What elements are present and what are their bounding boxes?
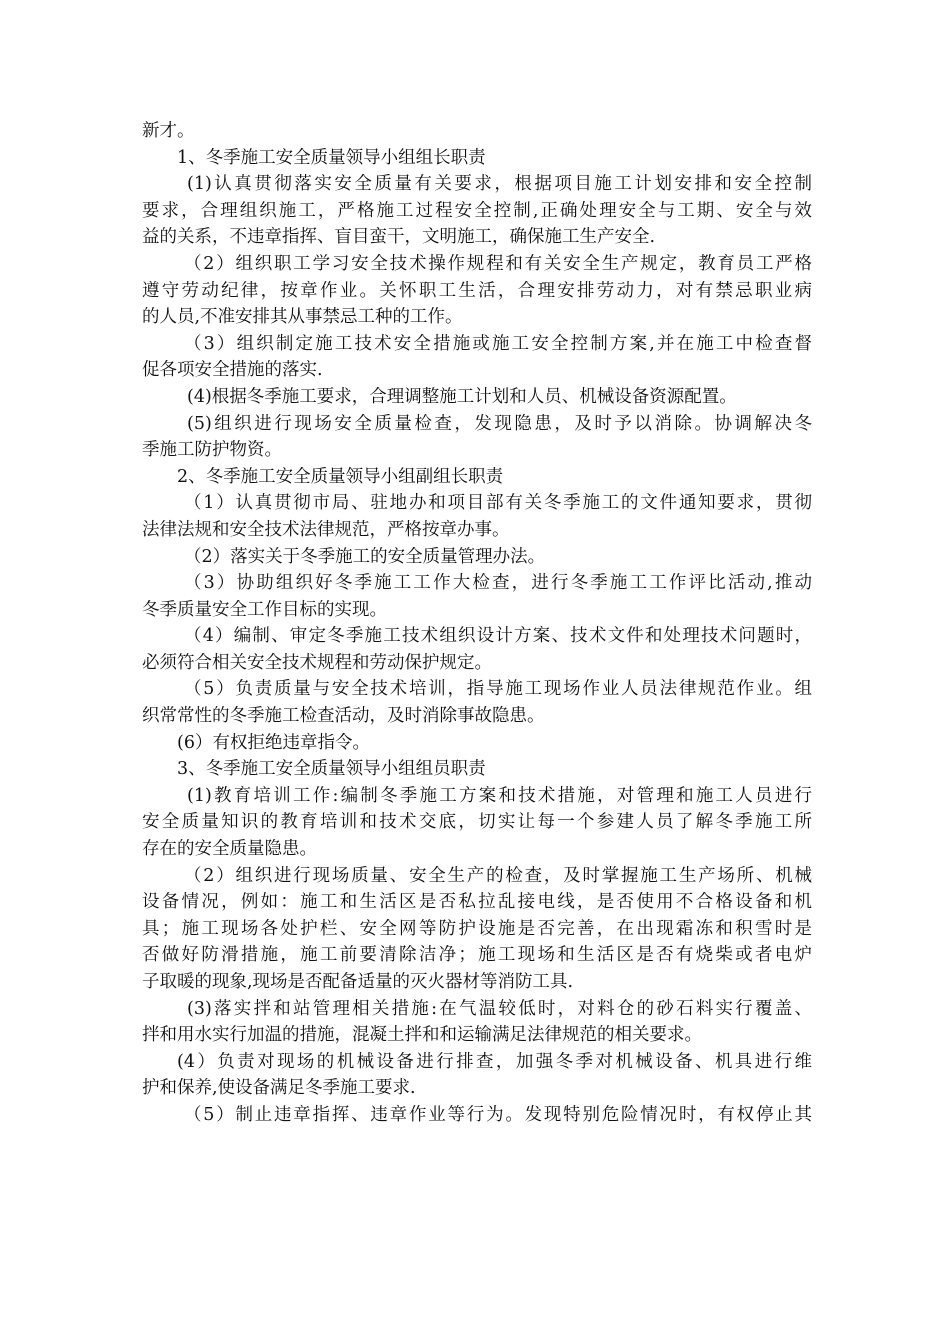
text-line: 否做好防滑措施，施工前要清除洁净；施工现场和生活区是否有烧柴或者电炉: [142, 945, 812, 966]
text-line: （1）认真贯彻市局、驻地办和项目部有关冬季施工的文件通知要求，贯彻: [184, 493, 812, 514]
text-line: 织常常性的冬季施工检查活动，及时消除事故隐患。: [142, 706, 545, 727]
text-line: 的人员,不准安排其从事禁忌工种的工作。: [142, 307, 463, 328]
body-text: [142, 118, 812, 1129]
text-line: （2）组织职工学习安全技术操作规程和有关安全生产规定，教育员工严格: [184, 253, 812, 274]
text-line: (1)认真贯彻落实安全质量有关要求，根据项目施工计划安排和安全控制: [187, 174, 812, 195]
text-line: 促各项安全措施的落实.: [142, 360, 323, 381]
text-line: 冬季质量安全工作目标的实现。: [142, 599, 387, 620]
text-line: 法律法规和安全技术法律规范，严格按章办事。: [142, 519, 510, 540]
text-line: 遵守劳动纪律，按章作业。关怀职工生活，合理安排劳动力，对有禁忌职业病: [142, 280, 812, 301]
text-line: (1)教育培训工作:编制冬季施工方案和技术措施，对管理和施工人员进行: [187, 785, 812, 806]
text-line: （5）负责质量与安全技术培训，指导施工现场作业人员法律规范作业。组: [184, 679, 812, 700]
text-line: （3）组织制定施工技术安全措施或施工安全控制方案,并在施工中检查督: [184, 333, 812, 354]
text-line: 新才。: [142, 121, 195, 141]
text-line: 安全质量知识的教育培训和技术交底，切实让每一个参建人员了解冬季施工所: [142, 812, 812, 833]
section-heading: 2、冬季施工安全质量领导小组副组长职责: [177, 466, 504, 487]
text-line: (6）有权拒绝违章指令。: [177, 732, 370, 753]
text-line: 子取暖的现象,现场是否配备适量的灭火器材等消防工具.: [142, 972, 574, 992]
text-line: (4）负责对现场的机械设备进行排查，加强冬季对机械设备、机具进行维: [177, 1051, 812, 1072]
text-line: 护和保养,使设备满足冬季施工要求.: [142, 1078, 416, 1099]
text-line: 具；施工现场各处护栏、安全网等防护设施是否完善，在出现霜冻和积雪时是: [142, 918, 812, 939]
text-line: 存在的安全质量隐患。: [142, 839, 317, 860]
text-line: （2）落实关于冬季施工的安全质量管理办法。: [184, 546, 546, 567]
text-line: (4)根据冬季施工要求，合理调整施工计划和人员、机械设备资源配置。: [187, 386, 737, 407]
text-line: （3）协助组织好冬季施工工作大检查，进行冬季施工工作评比活动,推动: [184, 573, 812, 594]
text-line: （2）组织进行现场质量、安全生产的检查，及时掌握施工生产场所、机械: [184, 865, 812, 886]
section-heading: 1、冬季施工安全质量领导小组组长职责: [177, 147, 486, 168]
text-line: （4）编制、审定冬季施工技术组织设计方案、技术文件和处理技术问题时，: [184, 626, 812, 647]
text-line: 拌和用水实行加温的措施，混凝土拌和和运输满足法律规范的相关要求。: [142, 1025, 702, 1046]
text-line: 季施工防护物资。: [142, 440, 282, 461]
text-line: (5)组织进行现场安全质量检查，发现隐患，及时予以消除。协调解决冬: [187, 413, 812, 434]
section-heading: 3、冬季施工安全质量领导小组组员职责: [177, 759, 486, 780]
text-line: 设备情况，例如：施工和生活区是否私拉乱接电线，是否使用不合格设备和机: [142, 892, 812, 913]
text-line: 必须符合相关安全技术规程和劳动保护规定。: [142, 652, 492, 673]
text-line: (3)落实拌和站管理相关措施:在气温较低时，对料仓的砂石料实行覆盖、: [187, 998, 812, 1019]
text-line: （5）制止违章指挥、违章作业等行为。发现特别危险情况时，有权停止其: [184, 1104, 812, 1125]
text-line: 益的关系，不违章指挥、盲目蛮干，文明施工，确保施工生产安全.: [142, 227, 656, 248]
text-line: 要求，合理组织施工，严格施工过程安全控制,正确处理安全与工期、安全与效: [142, 200, 812, 221]
